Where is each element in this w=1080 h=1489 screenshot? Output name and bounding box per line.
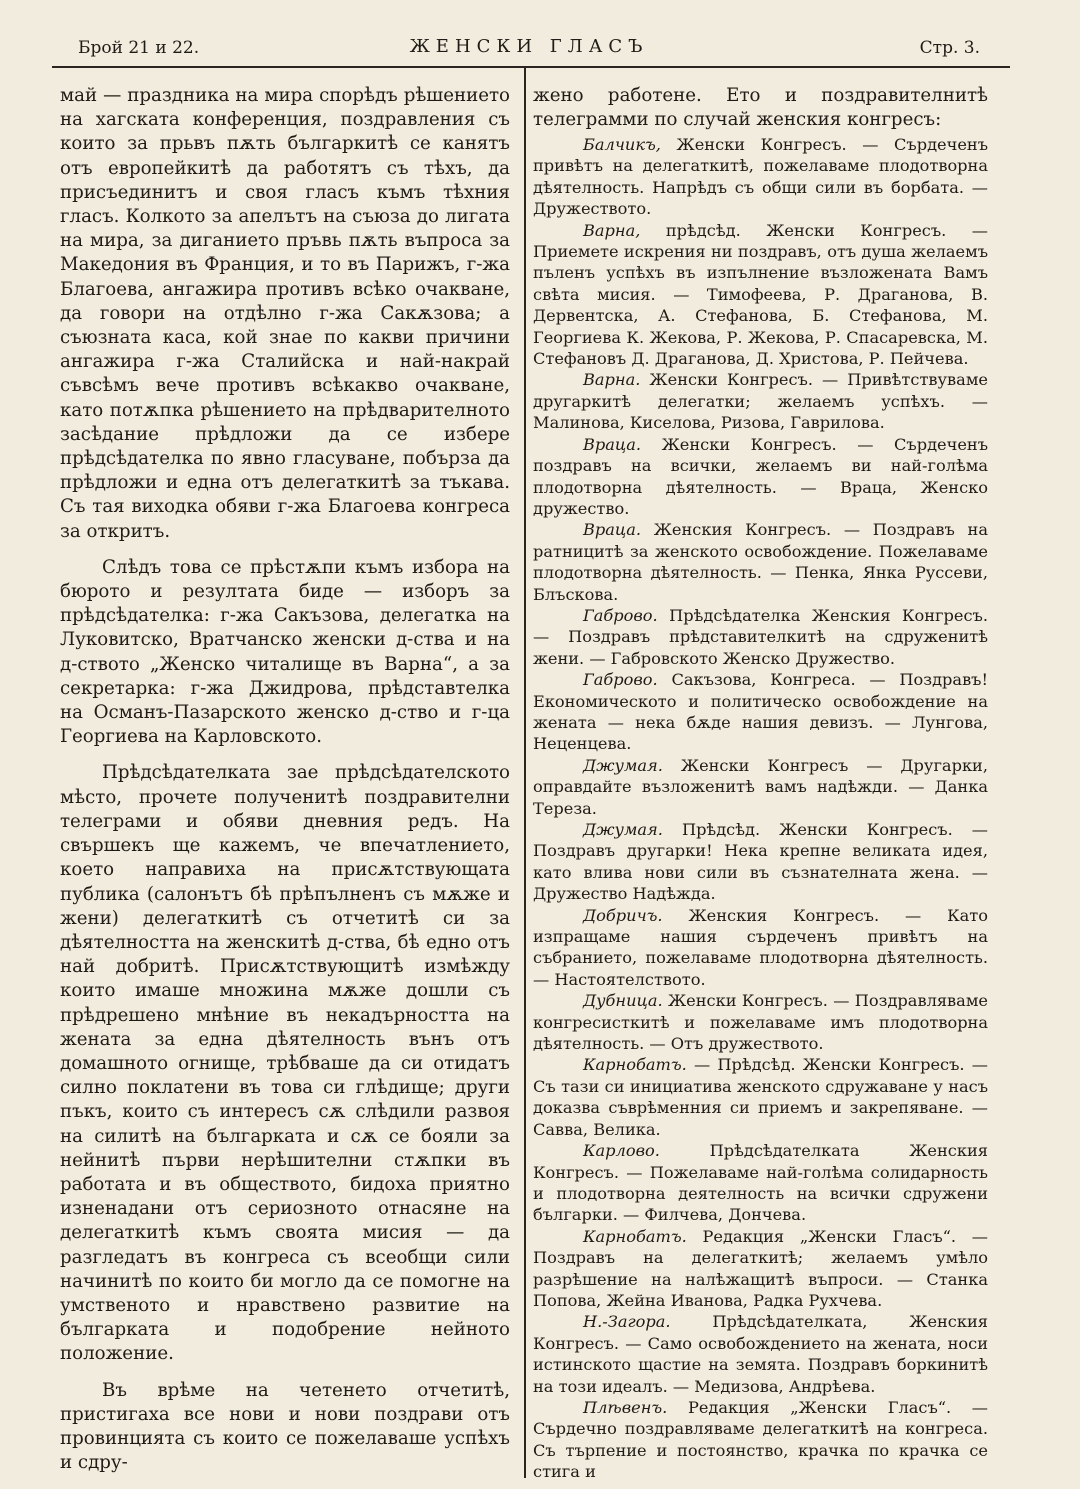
telegram-place: Плѣвенъ. [583,1397,668,1417]
telegram-text: Редакция „Женски Гласъ“. — Сърдечно поздравляваме делегаткитѣ на конгреса. Съ търпение и постоянство, крачка по крачка се стига и [533,1397,988,1482]
telegram-place: Габрово. [583,605,658,625]
telegram-place: Враца. [583,434,641,454]
telegram-text: Женски Конгресъ. — Привѣтствуваме другаркитѣ делегатки; желаемъ успѣхъ. — Малинова, Киселова, Ризова, Гаврилова. [533,370,988,433]
telegram [533,605,988,669]
telegram-place: Карнобатъ. [583,1055,687,1075]
telegram-text: Прѣдсѣдателката Женския Конгресъ. — Пожелаваме най-голѣма солидарность и плодотворна деятелность на всички сдружени българки. — Филчева, Дончева. [533,1141,988,1225]
telegram [533,990,988,1054]
telegram [533,905,988,991]
paragraph: Слѣдъ това се прѣстѫпи къмъ избора на бюрото и резултата биде — изборъ за прѣдсѣдателка: г-жа Сакъзова, делегатка на Луковитско, Вратчанско женски д-ства и на д-ството „Женско читалище въ Варна“, а за секретарка: г-жа Джидрова, прѣдставтелка на Османъ-Пазарското женско д-ство и г-ца Георгиева на Карловското. [60,556,510,748]
telegram [533,755,988,819]
issue-number: Брой 21 и 22. [78,38,200,58]
column-divider [524,68,526,1478]
telegram [533,1311,988,1397]
telegram-text: Прѣдсѣд. Женски Конгресъ. — Поздравъ другарки! Нека крепне великата идея, като влива нови сили въ съзнателната жена. — Дружество Надѣжда. [533,820,988,904]
page-header [78,32,980,62]
telegram-text: Женски Конгресъ. — Поздравляваме конгресисткитѣ и пожелаваме имъ плодотворна дѣятелность. — Отъ дружеството. [533,991,988,1054]
telegram [533,1054,988,1140]
telegram-place: Балчикъ, [583,135,661,154]
telegram-text: Редакция „Женски Гласъ“. — Поздравъ на делегаткитѣ; желаемъ умѣло разрѣшение на налѣжащитѣ въпроси. — Станка Попова, Жейна Иванова, Радка Рухчева. [533,1226,988,1310]
telegram [533,669,988,755]
telegram [533,1140,988,1226]
telegram-place: Джумая. [583,820,663,839]
left-column [60,84,510,1484]
newspaper-title: ЖЕНСКИ ГЛАСЪ [409,36,649,57]
telegram [533,220,988,370]
telegram-text: Женския Конгресъ. — Поздравъ на ратницитѣ за женското освобождение. Пожелаваме плодотворна дѣятелность. — Пенка, Янка Руссеви, Блъскова. [533,520,988,604]
paragraph: Въ врѣме на четенето отчетитѣ, пристигаха все нови и нови поздрави отъ провинцията съ които се пожелаваше успѣхъ и сдру- [60,1379,510,1474]
telegram [533,819,988,905]
telegram [533,519,988,605]
telegram-text: — Прѣдсѣд. Женски Конгресъ. — Съ тази си инициатива женското сдружаване у насъ доказва съврѣменния си приемъ и закрепяване. — Савва, Велика. [533,1055,988,1139]
telegram [533,1226,988,1312]
page-number: Стр. 3. [919,38,980,58]
telegram-place: Карлово. [583,1141,660,1161]
right-column [533,84,988,1484]
telegram-text: Женския Конгресъ. — Като изпращаме нашия сърдеченъ привѣтъ на събранието, пожелаваме плодотворна дѣятелность. — Настоятелството. [533,905,988,989]
telegram-place: Джумая. [583,755,663,775]
telegram-place: Дубница. [583,991,663,1011]
telegram-text: Прѣдсѣдателката, Женския Конгресъ. — Само освобождението на жената, носи истинското щастие на земята. Поздравъ боркинитѣ на този идеалъ. — Медизова, Андрѣева. [533,1312,988,1396]
header-rule [52,66,1010,68]
telegram-text: Женски Конгресъ. — Сърдеченъ поздравъ на всички, желаемъ ви най-голѣма плодотворна дѣятелность. — Враца, Женско дружество. [533,434,988,518]
telegrams-intro: жено работене. Ето и поздравителнитѣ телеграмми по случай женския конгресъ: [533,85,988,130]
telegram-text: Женски Конгресъ — Другарки, оправдайте възложенитѣ вамъ надѣжди. — Данка Тереза. [533,755,988,818]
telegram [533,369,988,433]
telegram-place: Добричъ. [583,905,663,925]
telegram-place: Варна, [583,220,641,240]
paragraph: май — праздника на мира спорѣдъ рѣшението на хагската конференция, поздравления съ които за прьвъ пѫть българкитѣ се канятъ отъ европейкитѣ да работятъ съ тѣхъ, да присъединитъ и своя гласъ къмъ тѣхния гласъ. Колкото за апелътъ на съюза до лигата на мира, за диганието пръвь пѫть въпроса за Македония въ Франция, и то въ Парижъ, г-жа Благоева, ангажира противъ всѣко очакване, да говори на отдѣлно г-жа Сакѫзова; а съюзната каса, кой знае по какви причини ангажира г-жа Сталийска и най-накрай съвсѣмъ вече противъ всѣкакво очакване, като потѫпка рѣшението на прѣдварителното засѣдание прѣдложи да се избере прѣдсѣдателка по явно гласуване, побърза да прѣдложи и една отъ делегаткитѣ за тъкава. Съ тая виходка обяви г-жа Благоева конгреса за откритъ. [60,85,510,542]
telegram-place: Н.-Загора. [583,1312,671,1332]
telegram-place: Габрово. [583,670,658,690]
paragraph: Прѣдсѣдателката зае прѣдсѣдателското мѣсто, прочете полученитѣ поздравителни телеграми и обяви дневния редъ. На свършекъ ще кажемъ, че впечатлението, което направиха на присѫтствующата публика (салонътъ бѣ прѣпълненъ съ мѫже и жени) делегаткитѣ съ отчетитѣ си за дѣятелността на женскитѣ д-ства, бѣ едно отъ най добритѣ. Присѫтствующитѣ измѣжду които имаше множина мѫже дошли съ прѣдрешено мнѣние въ некадърността на жената за една дѣятелность вънъ отъ домашното огнище, трѣбваше да си отидатъ силно поклатени въ това си глѣдище; други пъкъ, които съ интересъ сѫ слѣдили развоя на силитѣ на българката и сѫ се бояли за нейнитѣ първи нерѣшителни стѫпки въ работата и въ обществото, бидоха приятно изненадани отъ сериозното отнасяне на делегаткитѣ къмъ своята мисия — да разгледатъ въ конгреса съ всеобщи сили начинитѣ по които би могло да се помогне на умственото и нравствено развитие на българката и подобрение нейното положение. [60,762,510,1365]
telegram-place: Враца. [583,520,641,540]
telegram-place: Карнобатъ. [583,1226,687,1246]
telegram-text: прѣдсѣд. Женски Конгресъ. — Приемете искрения ни поздравъ, отъ душа желаемъ пъленъ успѣхъ въ изпълнение възложената Вамъ свѣта мисия. — Тимофеева, Р. Драганова, В. Дервентска, А. Стефанова, Б. Стефанова, М. Георгиева К. Жекова, Р. Жекова, Р. Спасаревска, М. Стефановъ Д. Драганова, Д. Христова, Р. Пейчева. [533,220,988,369]
telegram [533,1397,988,1483]
telegram-text: Женски Конгресъ. — Сърдеченъ привѣтъ на делегаткитѣ, пожелаваме плодотворна дѣятелность. Напрѣдъ съ общи сили въ борбата. — Дружеството. [533,135,988,219]
telegram [533,134,988,220]
telegram-text: Сакъзова, Конгреса. — Поздравъ! Економическото и политическо освобождение на жената — нека бѫде нашия девизъ. — Лунгова, Неценцева. [533,670,988,754]
telegram-text: Прѣдсѣдателка Женския Конгресъ. — Поздравъ прѣдставителкитѣ на сдруженитѣ жени. — Габровското Женско Дружество. [533,605,988,668]
telegram-place: Варна. [583,370,641,390]
telegram [533,434,988,520]
